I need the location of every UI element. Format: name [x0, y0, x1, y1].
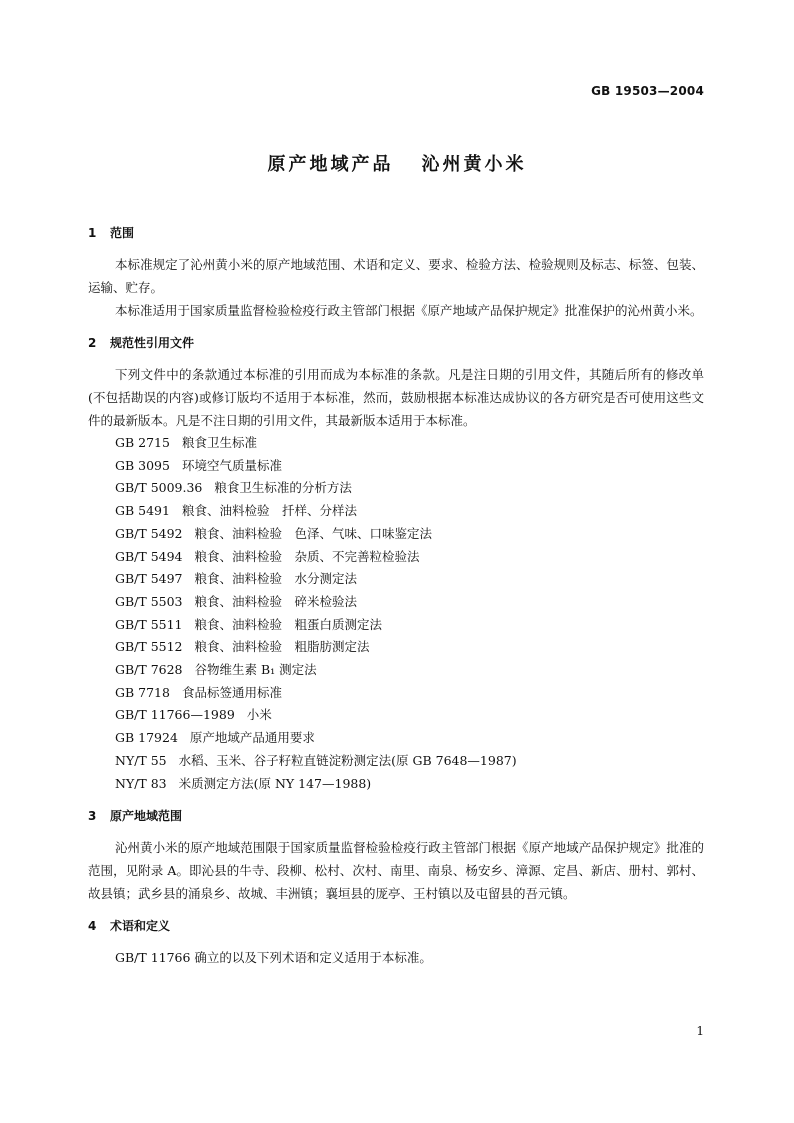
reference-item [115, 659, 704, 682]
reference-title: 粮食、油料检验 碎米检验法 [194, 593, 358, 609]
section-title: 术语和定义 [110, 919, 171, 934]
reference-item [115, 591, 704, 614]
reference-title: 粮食、油料检验 扦样、分样法 [181, 503, 357, 519]
section-origin-area [88, 807, 704, 905]
reference-title: 粮食、油料检验 色泽、气味、口味鉴定法 [194, 525, 433, 541]
reference-title: 小米 [246, 707, 272, 723]
section-number: 3 [88, 809, 97, 824]
paragraph: GB/T 11766 确立的以及下列术语和定义适用于本标准。 [115, 950, 432, 966]
section-heading [88, 224, 704, 242]
reference-code: GB 17924 [115, 730, 178, 746]
reference-code: GB/T 5492 [115, 525, 183, 541]
paragraph: 本标准适用于国家质量监督检验检疫行政主管部门根据《原产地域产品保护规定》批准保护的沁州黄小米。 [115, 303, 703, 318]
standard-number: GB 19503—2004 [591, 84, 704, 98]
reference-title: 粮食、油料检验 粗脂肪测定法 [194, 639, 370, 655]
section-terms-definitions [88, 917, 704, 969]
section-heading [88, 334, 704, 352]
reference-title: 食品标签通用标准 [181, 684, 282, 700]
reference-code: GB 7718 [115, 684, 170, 700]
reference-title: 米质测定方法(原 NY 147—1988) [178, 775, 372, 791]
reference-item [115, 455, 704, 478]
reference-list [88, 432, 704, 795]
reference-title: 环境空气质量标准 [181, 457, 282, 473]
reference-code: GB 5491 [115, 503, 170, 519]
reference-title: 粮食卫生标准 [181, 435, 257, 450]
reference-item [115, 704, 704, 727]
section-scope [88, 224, 704, 322]
reference-item [115, 750, 704, 773]
reference-code: NY/T 55 [115, 752, 167, 768]
paragraph: 本标准规定了沁州黄小米的原产地域范围、术语和定义、要求、检验方法、检验规则及标志、标签、包装、运输、贮存。 [88, 257, 704, 295]
section-title: 范围 [110, 226, 135, 240]
reference-code: GB/T 5511 [115, 616, 183, 632]
reference-title: 粮食、油料检验 粗蛋白质测定法 [194, 616, 383, 632]
section-normative-references [88, 334, 704, 795]
section-heading [88, 807, 704, 825]
reference-code: GB/T 5503 [115, 593, 183, 609]
reference-code: GB 3095 [115, 457, 170, 473]
reference-code: GB/T 11766—1989 [115, 707, 235, 723]
reference-item [115, 614, 704, 637]
reference-item [115, 477, 704, 500]
title-part-1: 原产地域产品 [267, 154, 394, 175]
reference-item [115, 432, 704, 455]
title-part-2: 沁州黄小米 [421, 154, 527, 175]
page-number: 1 [696, 1024, 704, 1038]
reference-title: 粮食、油料检验 杂质、不完善粒检验法 [194, 548, 420, 564]
section-title: 规范性引用文件 [110, 336, 195, 350]
reference-item [115, 636, 704, 659]
paragraph: 下列文件中的条款通过本标准的引用而成为本标准的条款。凡是注日期的引用文件，其随后所有的修改单(不包括勘误的内容)或修订版均不适用于本标准，然而，鼓励根据本标准达成协议的各方研究是否可使用这些文件的最新版本。凡是不注日期的引用文件，其最新版本适用于本标准。 [88, 367, 704, 428]
document-body [88, 224, 704, 981]
section-title: 原产地域范围 [110, 809, 183, 824]
reference-title: 粮食卫生标准的分析方法 [214, 480, 352, 496]
paragraph: 沁州黄小米的原产地域范围限于国家质量监督检验检疫行政主管部门根据《原产地域产品保护规定》批准的范围，见附录 A。即沁县的牛寺、段柳、松村、次村、南里、南泉、杨安乡、漳源、定昌、新店、册村、郭村、故县镇；武乡县的涌泉乡、故城、丰洲镇；襄垣县的厐亭、王村镇以及屯留县的吾元镇。 [88, 840, 704, 902]
reference-item [115, 727, 704, 750]
reference-title: 原产地域产品通用要求 [189, 730, 315, 746]
reference-code: GB/T 5497 [115, 571, 183, 587]
reference-item [115, 500, 704, 523]
document-title [0, 150, 794, 176]
reference-title: 谷物维生素 B₁ 测定法 [194, 662, 317, 678]
reference-item [115, 682, 704, 705]
reference-item [115, 568, 704, 591]
section-number: 2 [88, 336, 97, 350]
reference-title: 水稻、玉米、谷子籽粒直链淀粉测定法(原 GB 7648—1987) [178, 752, 517, 768]
reference-title: 粮食、油料检验 水分测定法 [194, 571, 358, 587]
reference-item [115, 523, 704, 546]
reference-item [115, 546, 704, 569]
section-number: 4 [88, 919, 97, 934]
reference-item [115, 773, 704, 796]
reference-code: GB/T 5494 [115, 548, 183, 564]
reference-code: GB/T 5009.36 [115, 480, 203, 496]
reference-code: GB 2715 [115, 435, 170, 450]
reference-code: GB/T 5512 [115, 639, 183, 655]
section-number: 1 [88, 226, 97, 240]
reference-code: NY/T 83 [115, 775, 167, 791]
reference-code: GB/T 7628 [115, 662, 183, 678]
section-heading [88, 917, 704, 935]
